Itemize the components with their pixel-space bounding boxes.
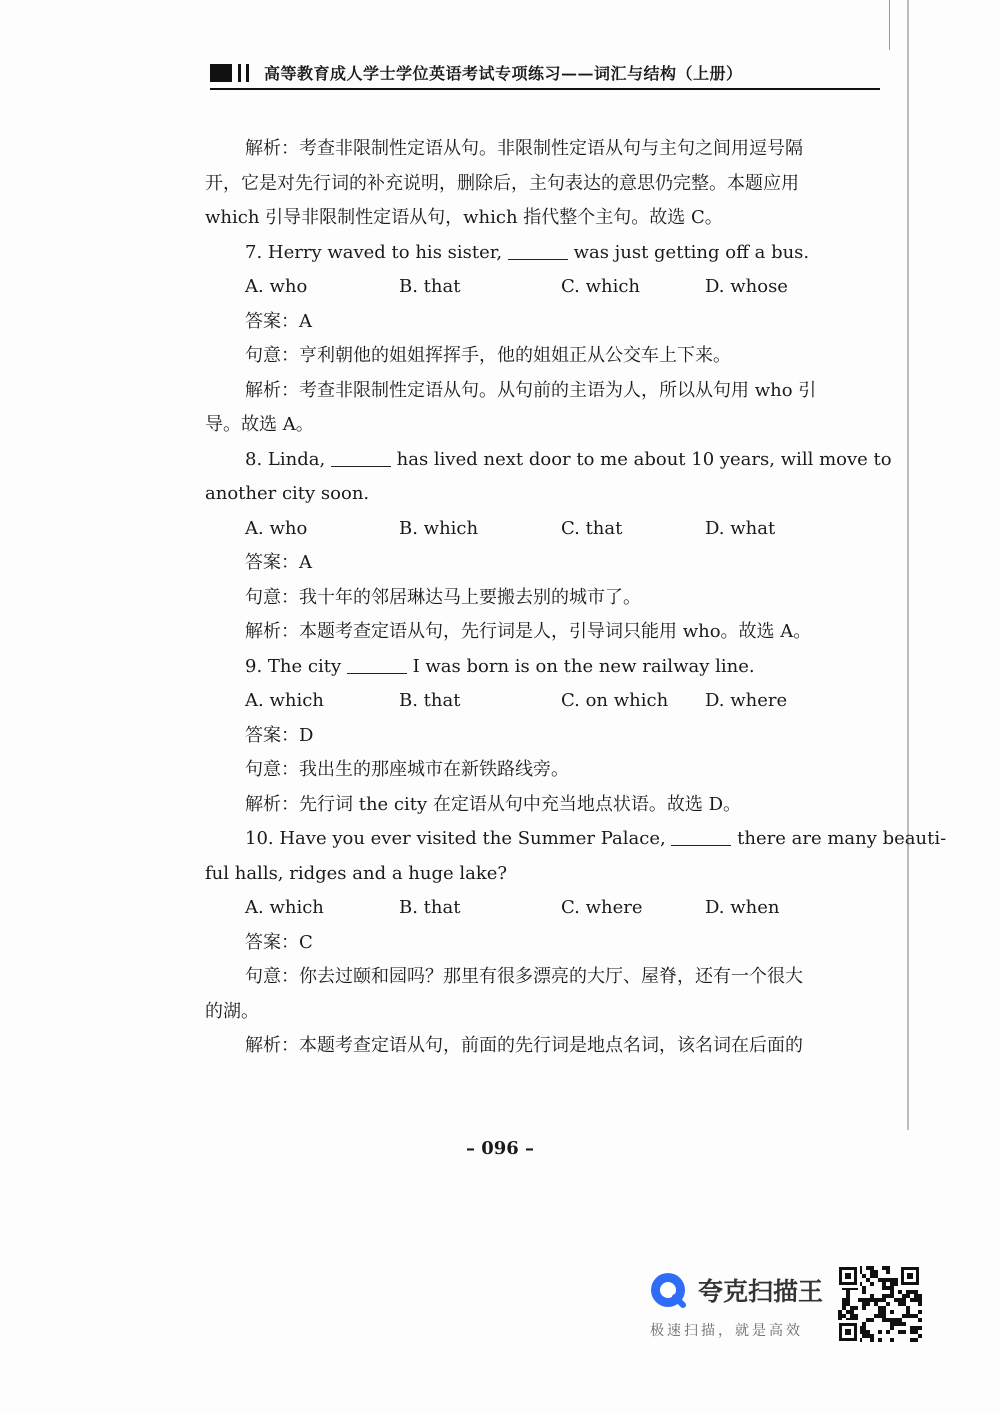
option-d: D. whose <box>705 276 788 297</box>
stem-after-blank: there are many beauti- <box>731 828 947 849</box>
text-line: 解析：考查非限制性定语从句。非限制性定语从句与主句之间用逗号隔 <box>245 138 803 159</box>
options-row <box>205 270 887 305</box>
option-b: B. that <box>399 276 461 297</box>
text-line: 导。故选 A。 <box>205 414 314 435</box>
text-line: 句意：你去过颐和园吗？那里有很多漂亮的大厅、屋脊，还有一个很大 <box>245 966 803 987</box>
binding-edge-line <box>907 0 909 1130</box>
option-c: C. which <box>561 276 641 297</box>
scanner-watermark <box>648 1266 938 1346</box>
text-line: 句意：亨利朝他的姐姐挥挥手，他的姐姐正从公交车上下来。 <box>245 345 731 366</box>
question-stem <box>205 822 947 857</box>
answer-blank <box>671 827 731 846</box>
question-stem <box>205 443 892 478</box>
option-c: C. on which <box>561 690 669 711</box>
page-number: – 096 – <box>465 1138 535 1159</box>
stem-before-blank: 10. Have you ever visited the Summer Palace, <box>245 828 672 849</box>
header-bar-mark <box>238 64 241 82</box>
stem-before-blank: 7. Herry waved to his sister, <box>245 241 508 263</box>
quark-logo-icon <box>648 1270 688 1310</box>
question-stem <box>205 236 887 271</box>
text-line: another city soon. <box>205 483 370 504</box>
option-b: B. that <box>399 897 461 918</box>
option-c: C. that <box>561 517 623 539</box>
option-d: D. when <box>705 897 780 918</box>
options-row <box>205 891 887 926</box>
header-block-mark <box>210 64 232 82</box>
answer-blank <box>347 655 407 674</box>
option-c: C. where <box>561 897 643 918</box>
text-line: 的湖。 <box>205 1000 259 1022</box>
page-header <box>210 58 890 92</box>
text-line: 答案：A <box>245 310 312 332</box>
header-bar-mark <box>246 64 249 82</box>
stem-after-blank: I was born is on the new railway line. <box>406 655 755 677</box>
text-line: 解析：先行词 the city 在定语从句中充当地点状语。故选 D。 <box>245 793 742 815</box>
watermark-name: 夸克扫描王 <box>698 1277 824 1306</box>
text-line: 解析：本题考查定语从句，前面的先行词是地点名词，该名词在后面的 <box>245 1035 803 1056</box>
text-line: 答案：A <box>245 552 312 573</box>
text-line: ful halls, ridges and a huge lake? <box>205 862 508 884</box>
option-b: B. that <box>399 690 461 711</box>
header-title: 高等教育成人学士学位英语考试专项练习——词汇与结构（上册） <box>264 64 743 83</box>
option-a: A. which <box>245 690 324 711</box>
option-a: A. which <box>245 897 324 918</box>
stem-after-blank: was just getting off a bus. <box>567 241 810 263</box>
page-content <box>205 132 947 1064</box>
option-a: A. who <box>245 276 308 297</box>
text-line: 句意：我十年的邻居琳达马上要搬去别的城市了。 <box>245 586 641 608</box>
text-line: which 引导非限制性定语从句，which 指代整个主句。故选 C。 <box>205 207 723 228</box>
question-stem <box>205 650 887 685</box>
stem-after-blank: has lived next door to me about 10 years, will move to <box>390 448 892 470</box>
text-line: 解析：本题考查定语从句，先行词是人，引导词只能用 who。故选 A。 <box>245 621 812 642</box>
option-d: D. where <box>705 690 788 711</box>
qr-code-icon <box>838 1266 920 1342</box>
text-line: 答案：C <box>245 931 313 953</box>
watermark-slogan: 极速扫描，就是高效 <box>650 1323 803 1339</box>
header-rule <box>210 88 880 90</box>
option-b: B. which <box>399 517 479 539</box>
answer-blank <box>331 448 391 467</box>
options-row <box>205 684 887 719</box>
option-a: A. who <box>245 517 308 539</box>
answer-blank <box>508 241 568 260</box>
option-d: D. what <box>705 517 776 539</box>
text-line: 解析：考查非限制性定语从句。从句前的主语为人，所以从句用 who 引 <box>245 379 817 401</box>
text-line: 开，它是对先行词的补充说明，删除后，主句表达的意思仍完整。本题应用 <box>205 172 799 194</box>
edge-mark <box>889 0 890 50</box>
text-line: 答案：D <box>245 724 314 746</box>
options-row <box>205 512 887 547</box>
text-line: 句意：我出生的那座城市在新铁路线旁。 <box>245 759 569 780</box>
stem-before-blank: 8. Linda, <box>245 448 331 470</box>
stem-before-blank: 9. The city <box>245 655 347 677</box>
